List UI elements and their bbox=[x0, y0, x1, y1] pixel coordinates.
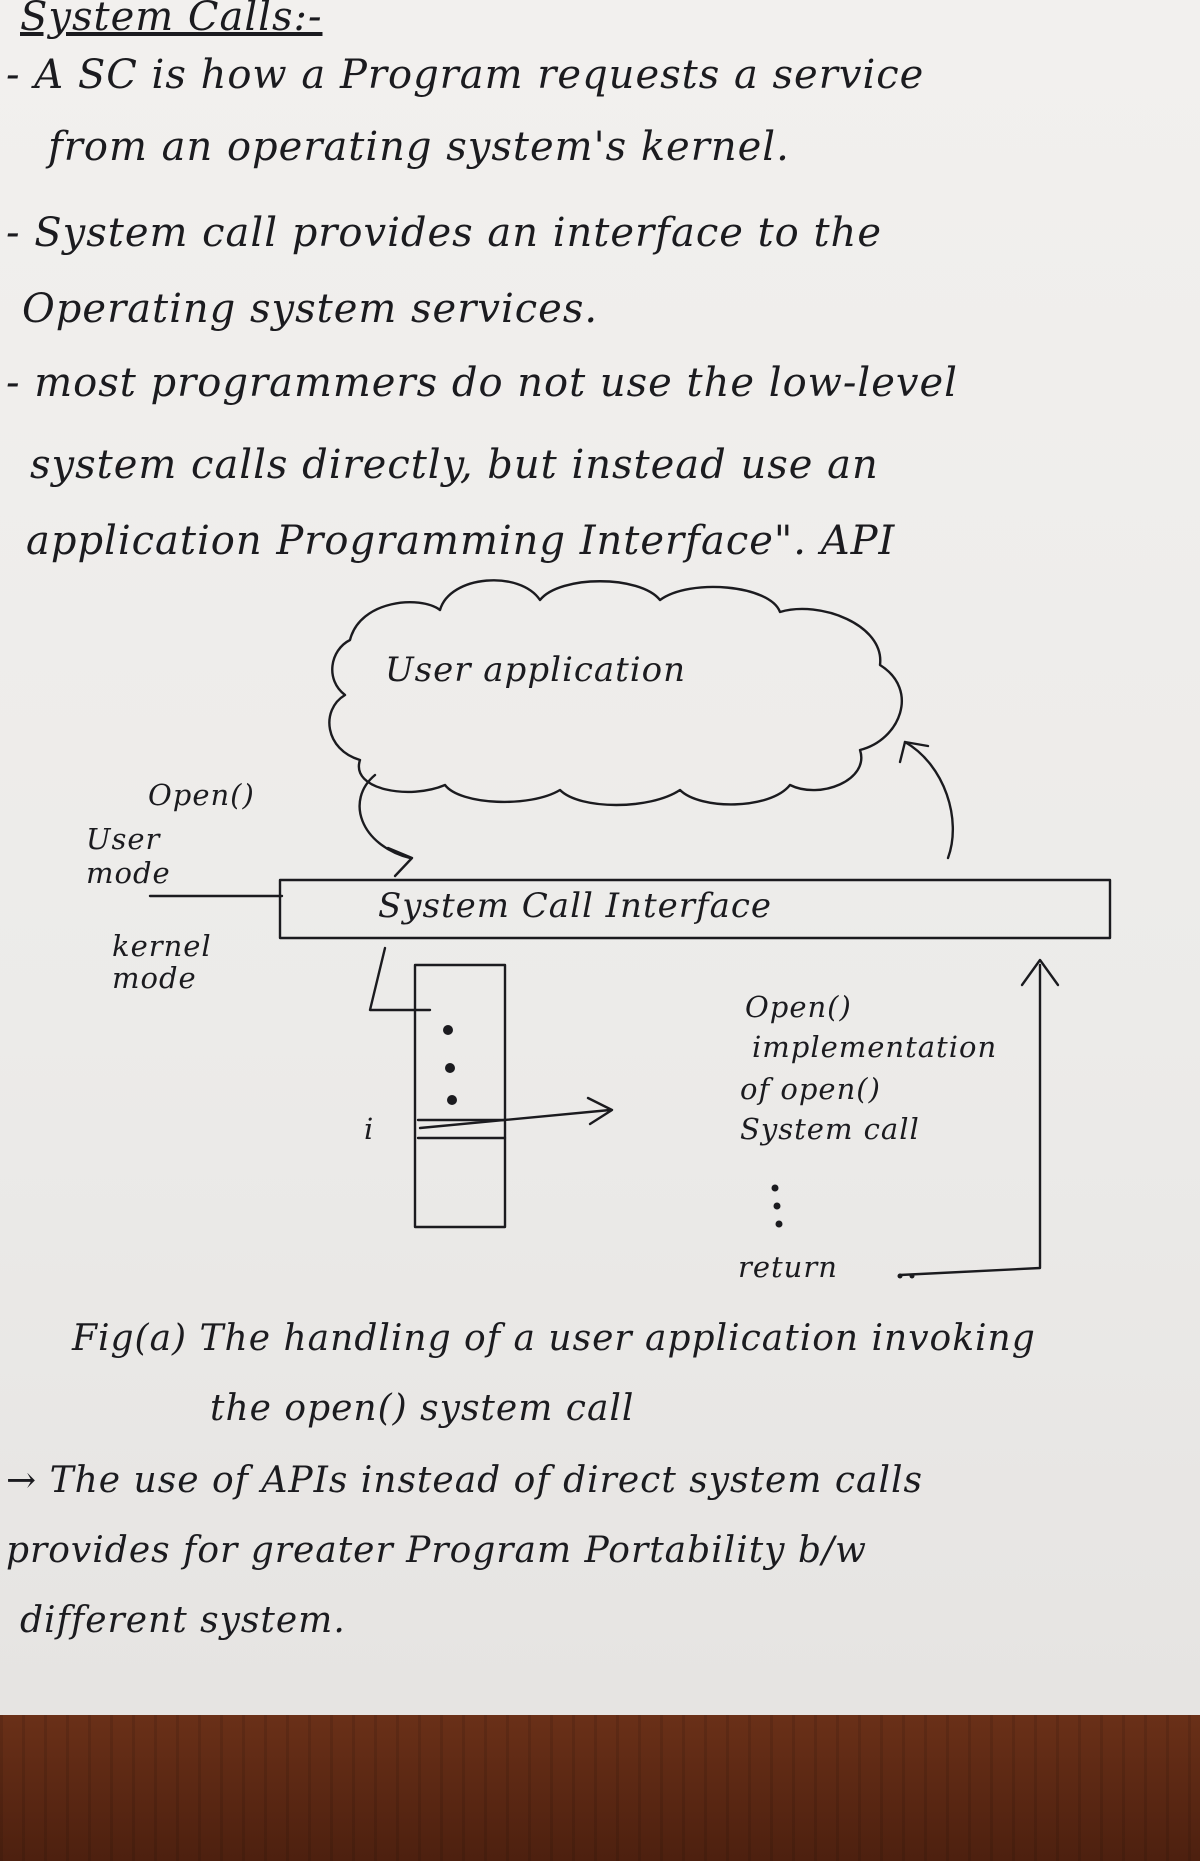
call-arrow bbox=[360, 775, 410, 858]
user-application-cloud bbox=[329, 580, 901, 805]
conclusion-line: provides for greater Program Portability b/w bbox=[6, 1530, 867, 1571]
kernel-mode-label: kernel mode bbox=[112, 929, 212, 995]
impl-line: System call bbox=[740, 1112, 920, 1146]
wooden-desk-background bbox=[0, 1715, 1200, 1861]
impl-line: Open() bbox=[745, 990, 852, 1024]
note-line: - most programmers do not use the low-level bbox=[6, 360, 958, 406]
note-line: application Programming Interface". API bbox=[26, 518, 896, 564]
note-line: system calls directly, but instead use an bbox=[30, 442, 879, 488]
return-arrow-up bbox=[905, 742, 953, 858]
note-line: - System call provides an interface to the bbox=[6, 210, 882, 256]
open-call-label: Open() bbox=[148, 778, 255, 812]
interface-to-table-line bbox=[370, 948, 430, 1010]
page-title: System Calls:- bbox=[20, 0, 323, 40]
return-path bbox=[900, 965, 1040, 1275]
note-line: - A SC is how a Program requests a service bbox=[6, 52, 925, 98]
interface-label: System Call Interface bbox=[378, 886, 773, 926]
user-mode-label: User mode bbox=[86, 822, 171, 890]
note-line: Operating system services. bbox=[22, 286, 599, 332]
return-label: return bbox=[738, 1250, 838, 1284]
figure-caption: Fig(a) The handling of a user application invoking bbox=[72, 1318, 1036, 1359]
figure-caption: the open() system call bbox=[210, 1388, 635, 1429]
cloud-label: User application bbox=[385, 650, 687, 690]
index-mark: i bbox=[364, 1112, 375, 1146]
note-line: from an operating system's kernel. bbox=[48, 124, 790, 170]
syscall-index-table bbox=[415, 965, 505, 1227]
impl-line: implementation bbox=[752, 1030, 998, 1064]
conclusion-line: → The use of APIs instead of direct system calls bbox=[6, 1460, 924, 1501]
conclusion-line: different system. bbox=[20, 1600, 346, 1641]
impl-line: of open() bbox=[740, 1072, 881, 1106]
